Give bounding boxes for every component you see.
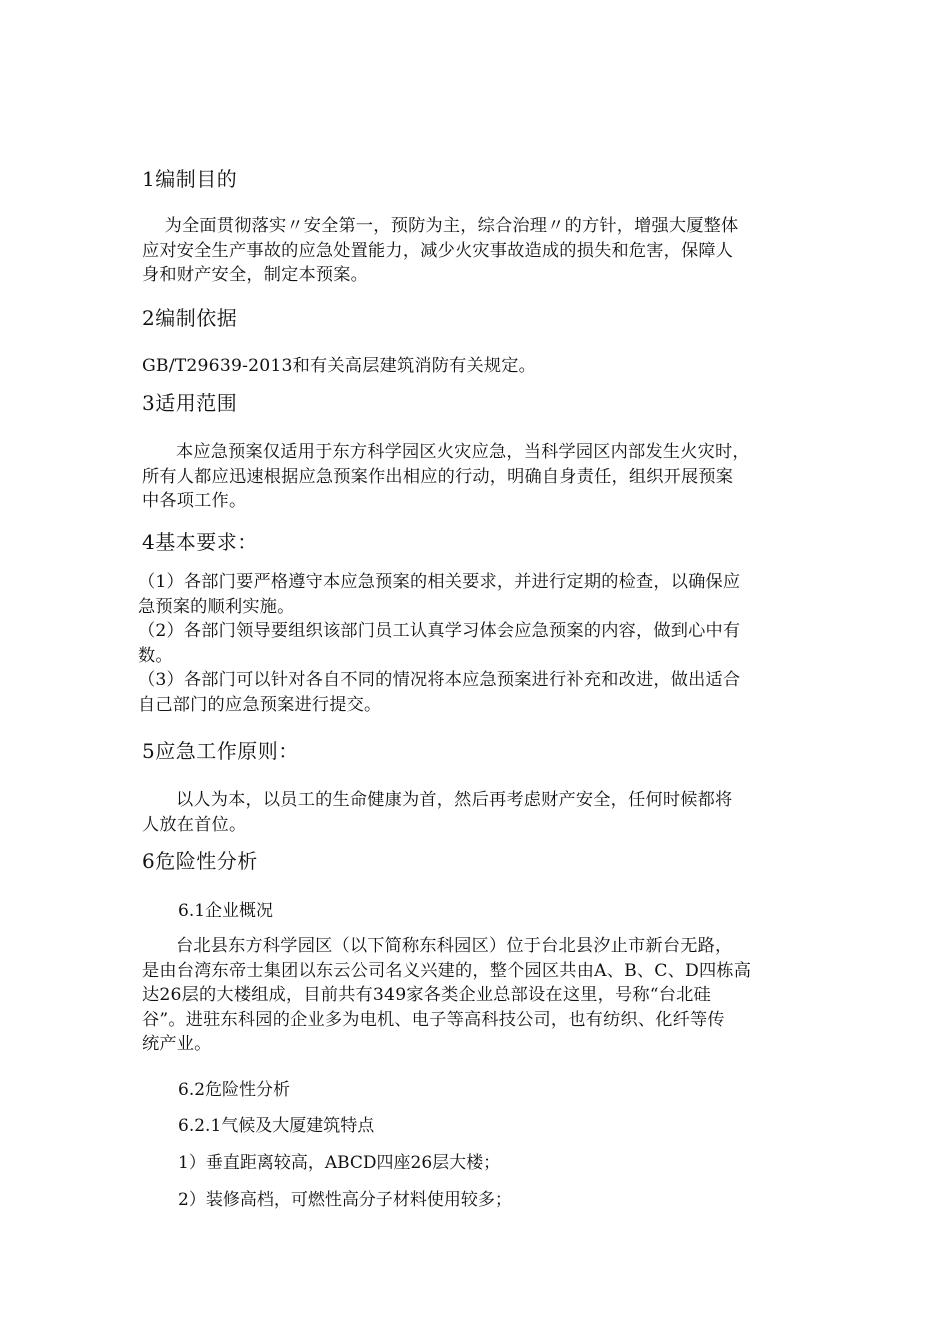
section-heading-basis: 2编制依据 <box>142 306 238 330</box>
body-line: 自己部门的应急预案进行提交。 <box>138 694 382 715</box>
body-line: 台北县东方科学园区（以下简称东科园区）位于台北县汐止市新台无路， <box>142 936 733 956</box>
body-line: 达26层的大楼组成，目前共有349家各类企业总部设在这里，号称“台北硅 <box>142 985 711 1005</box>
section-body-scope <box>142 440 807 514</box>
body-line: （1）各部门要严格遵守本应急预案的相关要求，并进行定期的检查，以确保应 <box>138 572 741 592</box>
subsection-heading-overview: 6.1企业概况 <box>178 901 274 921</box>
section-heading-requirements: 4基本要求： <box>142 530 258 554</box>
body-line: 所有人都应迅速根据应急预案作出相应的行动，明确自身责任，组织开展预案 <box>142 466 734 487</box>
section-body-basis <box>142 354 807 379</box>
section-heading-scope: 3适用范围 <box>142 391 238 415</box>
body-line: GB/T29639-2013和有关高层建筑消防有关规定。 <box>142 356 537 376</box>
subsection-heading-risk-analysis: 6.2危险性分析 <box>178 1080 291 1100</box>
body-line: 应对安全生产事故的应急处置能力，减少火灾事故造成的损失和危害，保障人 <box>142 240 734 261</box>
body-line: 是由台湾东帝士集团以东云公司名义兴建的，整个园区共由A、B、C、D四栋高 <box>142 960 752 981</box>
subsection-heading-climate-building: 6.2.1气候及大厦建筑特点 <box>178 1116 375 1136</box>
list-item: 1）垂直距离较高，ABCD四座26层大楼； <box>178 1153 501 1173</box>
body-line: （3）各部门可以针对各自不同的情况将本应急预案进行补充和改进，做出适合 <box>138 670 741 690</box>
section-body-principles <box>142 788 807 837</box>
section-body-requirements <box>138 570 803 717</box>
section-heading-risk: 6危险性分析 <box>142 849 258 873</box>
body-line: （2）各部门领导要组织该部门员工认真学习体会应急预案的内容，做到心中有 <box>138 621 741 641</box>
body-line: 本应急预案仅适用于东方科学园区火灾应急，当科学园区内部发生火灾时， <box>142 442 750 462</box>
body-line: 统产业。 <box>142 1034 212 1054</box>
body-line: 中各项工作。 <box>142 491 247 511</box>
body-line: 身和财产安全，制定本预案。 <box>142 265 369 285</box>
body-line: 为全面贯彻落实〃安全第一，预防为主，综合治理〃的方针，增强大厦整体 <box>142 216 739 236</box>
body-line: 数。 <box>138 645 173 666</box>
body-line: 急预案的顺利实施。 <box>138 596 295 617</box>
section-body-purpose <box>142 214 807 288</box>
body-line: 以人为本，以员工的生命健康为首，然后再考虑财产安全，任何时候都将 <box>142 790 733 810</box>
section-heading-principles: 5应急工作原则： <box>142 739 299 763</box>
section-body-overview <box>142 934 807 1057</box>
body-line: 谷”。进驻东科园的企业多为电机、电子等高科技公司，也有纺织、化纤等传 <box>142 1009 725 1030</box>
section-heading-purpose: 1编制目的 <box>142 167 238 191</box>
body-line: 人放在首位。 <box>142 814 247 835</box>
list-item: 2）装修高档，可燃性高分子材料使用较多； <box>178 1190 512 1210</box>
